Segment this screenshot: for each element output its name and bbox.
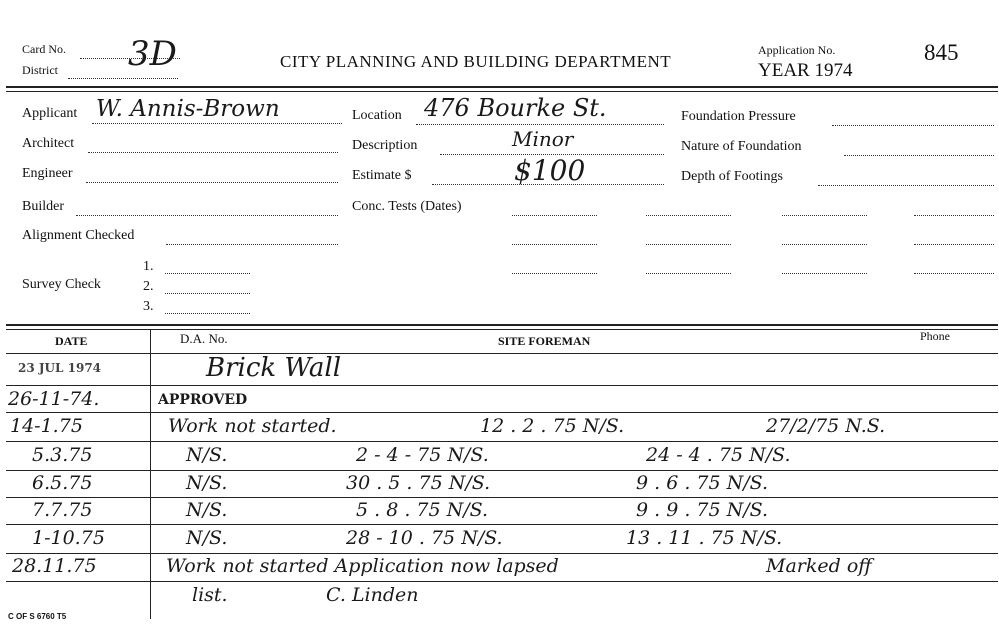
district-line [68,78,178,79]
col-phone: Phone [920,329,950,343]
foundation-pressure-line [832,125,994,126]
col-da: D.A. No. [180,331,228,346]
row-entry: 30 . 5 . 75 N/S. [346,472,491,494]
row-entry: 9 . 9 . 75 N/S. [636,499,769,521]
row-entry: 13 . 11 . 75 N/S. [626,527,783,549]
card-no-value: 3D [128,34,177,74]
row-entry: N/S. [186,444,228,466]
row-entry: 12 . 2 . 75 N/S. [480,415,625,437]
row-entry: Work not started. [168,415,337,437]
row-entry: 5 . 8 . 75 N/S. [356,499,489,521]
conc-line-1b [646,215,731,216]
architect-line [88,152,338,153]
col-foreman: SITE FOREMAN [498,334,591,348]
survey-line-1 [165,273,250,274]
applicant-label: Applicant [22,106,78,121]
conc-line-3c [782,273,867,274]
survey-number-2: 2. [143,279,154,294]
row-date: 14-1.75 [10,415,83,437]
department-title: CITY PLANNING AND BUILDING DEPARTMENT [280,52,672,71]
row-date: 5.3.75 [32,444,93,466]
row-entry: 27/2/75 N.S. [766,415,886,437]
row-entry: Brick Wall [206,353,342,383]
foundation-pressure-label: Foundation Pressure [681,109,796,124]
row-rule [6,385,998,386]
depth-label: Depth of Footings [681,169,783,184]
table-row [6,444,979,470]
col-date: DATE [55,334,88,348]
survey-line-2 [165,293,250,294]
description-label: Description [352,138,418,153]
estimate-label: Estimate $ [352,168,412,183]
depth-line [818,185,994,186]
form-code: C OF S 6760 T5 [8,612,67,621]
application-number: 845 [924,40,959,65]
row-entry: 9 . 6 . 75 N/S. [636,472,769,494]
row-date: 28.11.75 [12,555,97,577]
applicant-line [92,123,342,124]
row-entry: 28 - 10 . 75 N/S. [346,527,503,549]
conc-line-2a [512,244,597,245]
row-entry: Marked off [766,555,872,577]
row-date: 26-11-74. [8,388,100,410]
row-entry: Work not started Application now lapsed [166,555,559,577]
district-label: District [22,63,58,77]
row-date: 1-10.75 [32,527,105,549]
alignment-line [166,244,338,245]
table-row [6,388,979,414]
location-line [416,124,664,125]
survey-number-1: 1. [143,259,154,274]
builder-line [76,215,338,216]
row-entry: N/S. [186,472,228,494]
conc-line-2b [646,244,731,245]
row-rule [6,553,998,554]
row-entry: C. Linden [326,584,419,606]
conc-line-2d [914,244,994,245]
row-date: 7.7.75 [32,499,93,521]
survey-label: Survey Check [22,277,101,292]
nature-line [844,155,994,156]
header-rule-1 [6,86,998,88]
row-entry: 24 - 4 . 75 N/S. [646,444,791,466]
survey-line-3 [165,313,250,314]
application-no-label: Application No. [758,43,836,57]
conc-line-1a [512,215,597,216]
row-date: 23 JUL 1974 [18,361,102,375]
table-row [6,584,979,610]
table-rule-2 [6,329,998,330]
engineer-line [86,182,338,183]
card-no-label: Card No. [22,42,66,56]
row-entry: APPROVED [158,392,248,408]
table-row [6,499,979,525]
row-entry: list. [192,584,228,606]
table-row [6,472,979,498]
row-entry: N/S. [186,527,228,549]
table-row [6,555,979,581]
architect-label: Architect [22,136,75,151]
description-value: Minor [512,127,574,151]
location-label: Location [352,108,402,123]
alignment-label: Alignment Checked [22,228,135,243]
conc-line-3b [646,273,731,274]
nature-label: Nature of Foundation [681,139,802,154]
conc-line-1c [782,215,867,216]
table-row [6,415,979,441]
table-row [6,527,979,553]
table-row [6,355,979,381]
estimate-value: $100 [514,154,586,187]
row-rule [6,581,998,582]
applicant-value: W. Annis-Brown [96,96,280,122]
row-entry: 2 - 4 - 75 N/S. [356,444,489,466]
table-rule-1 [6,324,998,326]
table-header-rule [6,353,998,354]
header-rule-2 [6,91,998,92]
conc-line-3d [914,273,994,274]
conc-line-3a [512,273,597,274]
row-date: 6.5.75 [32,472,93,494]
row-rule [6,470,998,471]
conc-line-1d [914,215,994,216]
conc-tests-label: Conc. Tests (Dates) [352,199,462,214]
engineer-label: Engineer [22,166,73,181]
builder-label: Builder [22,199,64,214]
conc-line-2c [782,244,867,245]
survey-number-3: 3. [143,299,154,314]
row-rule [6,441,998,442]
year-label: YEAR 1974 [758,60,853,81]
row-entry: N/S. [186,499,228,521]
location-value: 476 Bourke St. [424,94,607,122]
